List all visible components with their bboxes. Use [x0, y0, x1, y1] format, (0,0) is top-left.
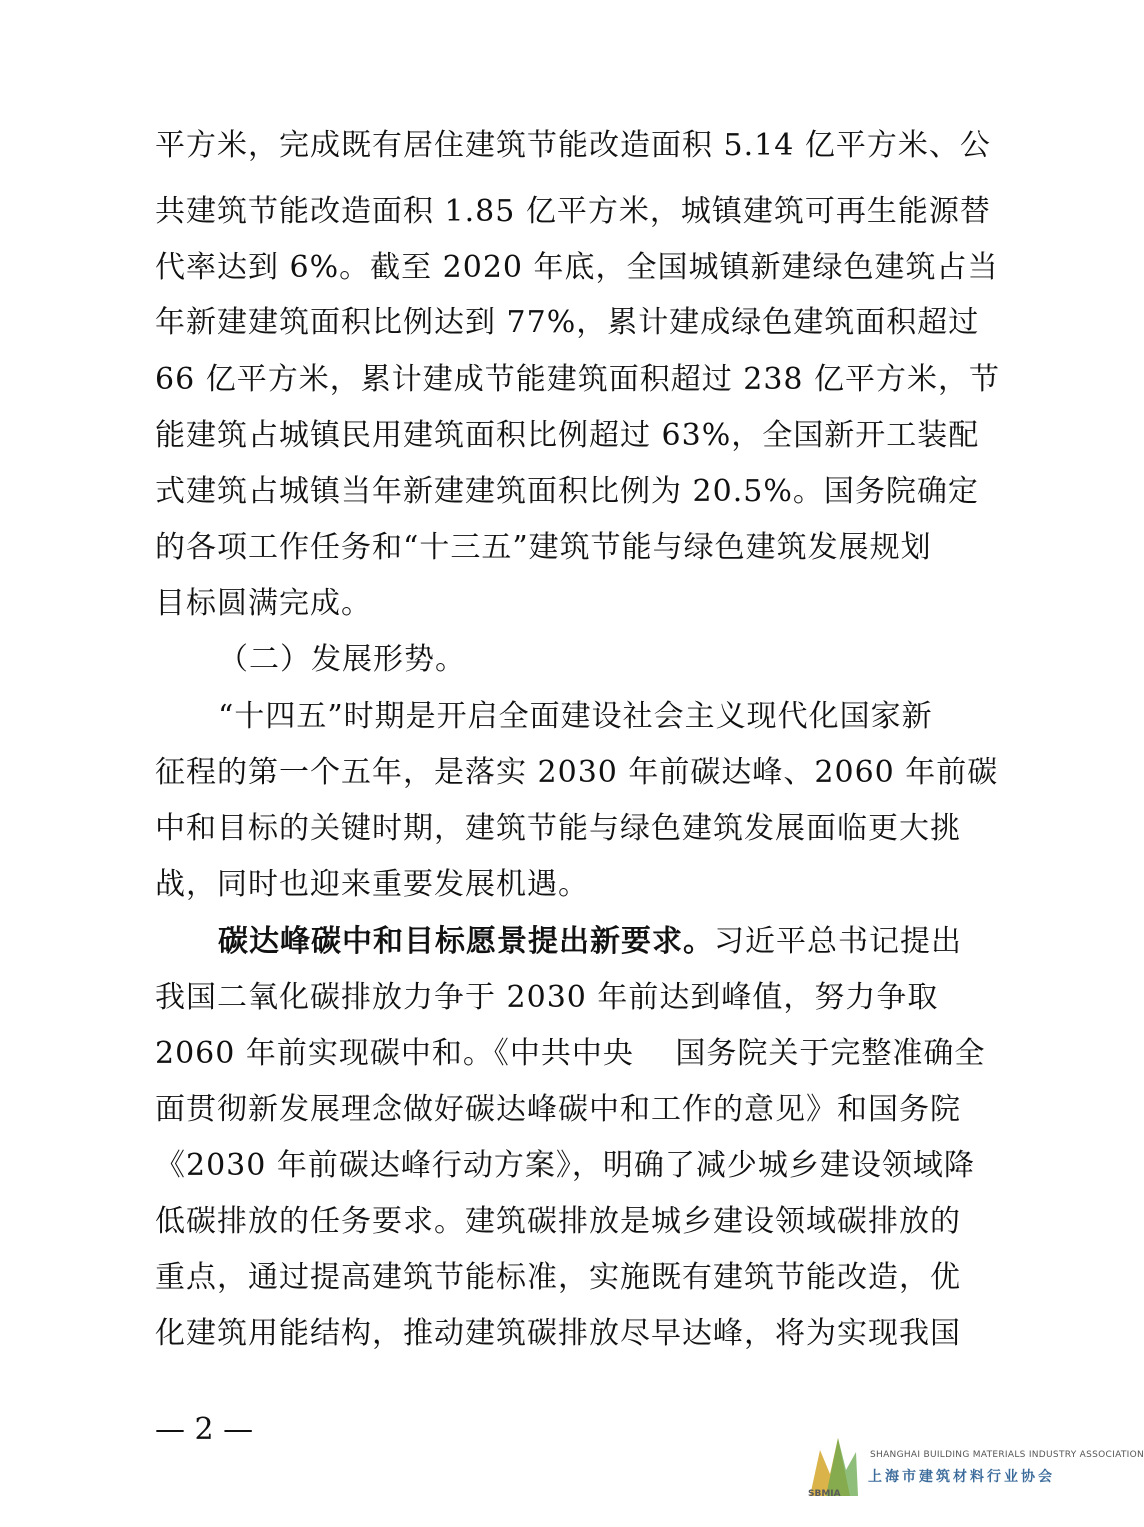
- sbmia-logo-icon: [806, 1430, 862, 1500]
- section-heading: （二）发展形势。: [218, 642, 466, 677]
- text-line: 重点，通过提高建筑节能标准，实施既有建筑节能改造，优: [155, 1260, 961, 1295]
- text-line: 式建筑占城镇当年新建建筑面积比例为 20.5%。国务院确定: [155, 474, 979, 509]
- logo-english-name: SHANGHAI BUILDING MATERIALS INDUSTRY ASSOCIATION: [870, 1450, 1144, 1460]
- text-line: 2060 年前实现碳中和。《中共中央 国务院关于完整准确全: [155, 1036, 986, 1071]
- text-line: 的各项工作任务和“十三五”建筑节能与绿色建筑发展规划: [155, 530, 932, 565]
- text-line: 年新建建筑面积比例达到 77%，累计建成绿色建筑面积超过: [155, 305, 980, 340]
- text-line: 我国二氧化碳排放力争于 2030 年前达到峰值，努力争取: [155, 980, 939, 1015]
- logo-chinese-name: 上海市建筑材料行业协会: [868, 1469, 1055, 1485]
- text-line: 面贯彻新发展理念做好碳达峰碳中和工作的意见》和国务院: [155, 1092, 961, 1127]
- text-line: 共建筑节能改造面积 1.85 亿平方米，城镇建筑可再生能源替: [155, 194, 991, 229]
- text-line: 化建筑用能结构，推动建筑碳排放尽早达峰，将为实现我国: [155, 1316, 961, 1351]
- text-line: 代率达到 6%。截至 2020 年底，全国城镇新建绿色建筑占当: [155, 250, 999, 285]
- association-logo: [800, 1430, 1144, 1520]
- bold-lead-sentence: 碳达峰碳中和目标愿景提出新要求。: [218, 924, 714, 959]
- text-line: 66 亿平方米，累计建成节能建筑面积超过 238 亿平方米，节: [155, 362, 1001, 397]
- text-line: 目标圆满完成。: [155, 586, 372, 621]
- text-line: 征程的第一个五年，是落实 2030 年前碳达峰、2060 年前碳: [155, 755, 999, 790]
- text-line: 战，同时也迎来重要发展机遇。: [155, 867, 589, 902]
- logo-mark-text: SBMIA: [808, 1489, 841, 1499]
- text-line: 中和目标的关键时期，建筑节能与绿色建筑发展面临更大挑: [155, 811, 961, 846]
- para3-first-line: [218, 922, 962, 962]
- text-line: “十四五”时期是开启全面建设社会主义现代化国家新: [218, 699, 933, 734]
- page-number: — 2 —: [155, 1412, 254, 1447]
- text-line: 平方米，完成既有居住建筑节能改造面积 5.14 亿平方米、公: [155, 128, 991, 163]
- text-fragment: 习近平总书记提出: [714, 924, 962, 959]
- text-line: 《2030 年前碳达峰行动方案》，明确了减少城乡建设领域降: [155, 1148, 975, 1183]
- text-line: 能建筑占城镇民用建筑面积比例超过 63%，全国新开工装配: [155, 418, 980, 453]
- text-line: 低碳排放的任务要求。建筑碳排放是城乡建设领域碳排放的: [155, 1204, 961, 1239]
